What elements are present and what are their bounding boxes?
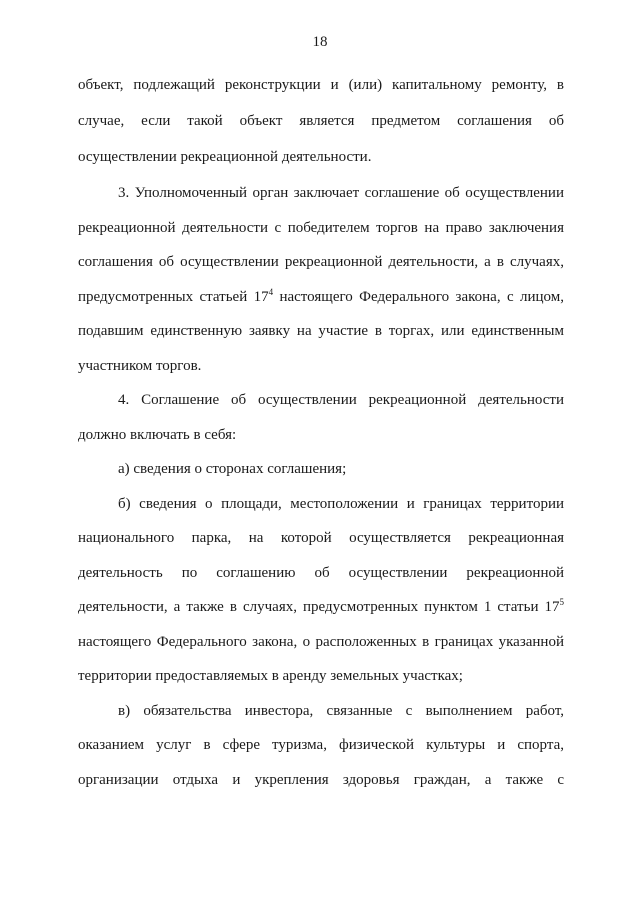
text-line: должно включать в себя: (78, 427, 237, 443)
text-line: осуществлении рекреационной деятельности. (78, 149, 372, 165)
text-fragment: предусмотренных статьей 17 (78, 289, 269, 305)
superscript: 4 (268, 287, 274, 297)
text-line-with-superscript (78, 598, 564, 616)
text-fragment: настоящего Федерального закона, с лицом, (273, 289, 564, 305)
text-line: национального парка, на которой осуществляется рекреационная (78, 530, 564, 546)
text-fragment: деятельности, а также в случаях, предусмотренных пунктом 1 статьи 17 (78, 599, 560, 615)
text-line: организации отдыха и укрепления здоровья граждан, а также с (78, 772, 564, 788)
item-a: а) сведения о сторонах соглашения; (118, 461, 347, 477)
page-number: 18 (312, 34, 328, 50)
text-line: соглашения об осуществлении рекреационной деятельности, а в случаях, (78, 254, 564, 270)
text-line-with-superscript (78, 288, 564, 306)
paragraph-3-start: 3. Уполномоченный орган заключает соглашение об осуществлении (118, 185, 564, 201)
text-line: случае, если такой объект является предметом соглашения об (78, 113, 564, 129)
text-line: территории предоставляемых в аренду земельных участках; (78, 668, 463, 684)
text-line: подавшим единственную заявку на участие в торгах, или единственным (78, 323, 564, 339)
text-line: рекреационной деятельности с победителем торгов на право заключения (78, 220, 564, 236)
text-line: оказанием услуг в сфере туризма, физической культуры и спорта, (78, 737, 564, 753)
paragraph-4-start: 4. Соглашение об осуществлении рекреационной деятельности (118, 392, 564, 408)
text-line: настоящего Федерального закона, о расположенных в границах указанной (78, 634, 564, 650)
text-line: объект, подлежащий реконструкции и (или) капитальному ремонту, в (78, 77, 564, 93)
item-v-start: в) обязательства инвестора, связанные с выполнением работ, (118, 703, 564, 719)
superscript: 5 (559, 597, 564, 607)
text-line: деятельность по соглашению об осуществлении рекреационной (78, 565, 564, 581)
item-b-start: б) сведения о площади, местоположении и границах территории (118, 496, 564, 512)
text-line: участником торгов. (78, 358, 202, 374)
